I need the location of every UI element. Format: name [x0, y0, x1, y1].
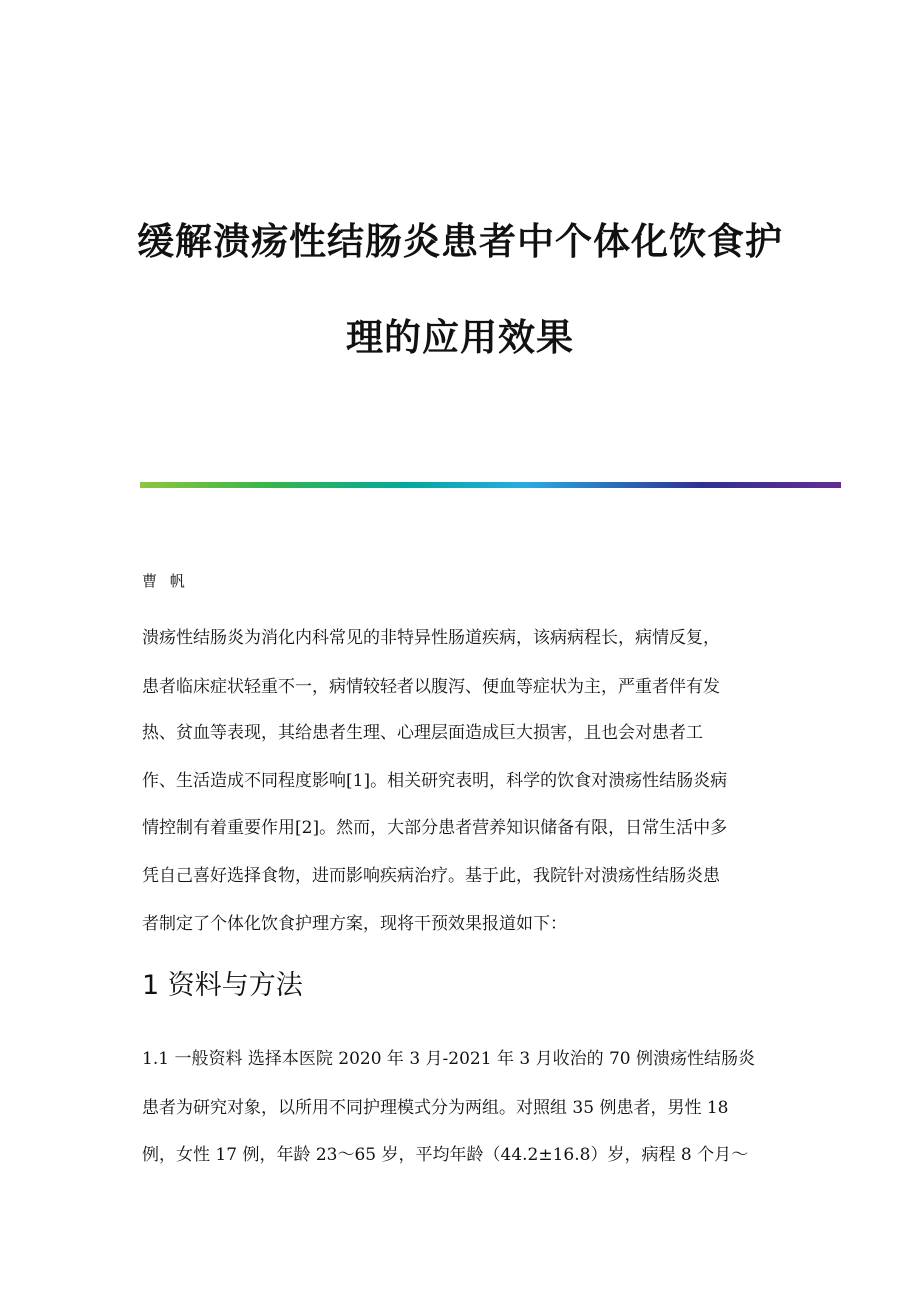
author-name: 曹 帆: [142, 572, 189, 590]
intro-line-2: 患者临床症状轻重不一，病情较轻者以腹泻、便血等症状为主，严重者伴有发: [142, 677, 720, 697]
title-line-2: 理的应用效果: [346, 316, 574, 359]
intro-line-4: 作、生活造成不同程度影响[1]。相关研究表明，科学的饮食对溃疡性结肠炎病: [142, 771, 728, 791]
section-line-3: 例，女性 17 例，年龄 23～65 岁，平均年龄（44.2±16.8）岁，病程 8 个月～: [142, 1145, 749, 1165]
section-line-2: 患者为研究对象，以所用不同护理模式分为两组。对照组 35 例患者，男性 18: [142, 1098, 729, 1118]
intro-line-5: 情控制有着重要作用[2]。然而，大部分患者营养知识储备有限，日常生活中多: [142, 818, 728, 838]
intro-line-6: 凭自己喜好选择食物，进而影响疾病治疗。基于此，我院针对溃疡性结肠炎患: [142, 866, 720, 886]
gradient-divider: [140, 482, 841, 488]
intro-line-3: 热、贫血等表现，其给患者生理、心理层面造成巨大损害，且也会对患者工: [142, 723, 703, 743]
intro-line-7: 者制定了个体化饮食护理方案，现将干预效果报道如下：: [142, 914, 567, 934]
section-heading: 1 资料与方法: [142, 970, 303, 1001]
intro-line-1: 溃疡性结肠炎为消化内科常见的非特异性肠道疾病，该病病程长，病情反复，: [142, 628, 720, 648]
section-line-1: 1.1 一般资料 选择本医院 2020 年 3 月-2021 年 3 月收治的 70 例溃疡性结肠炎: [142, 1049, 756, 1069]
title-line-1: 缓解溃疡性结肠炎患者中个体化饮食护: [137, 220, 783, 263]
